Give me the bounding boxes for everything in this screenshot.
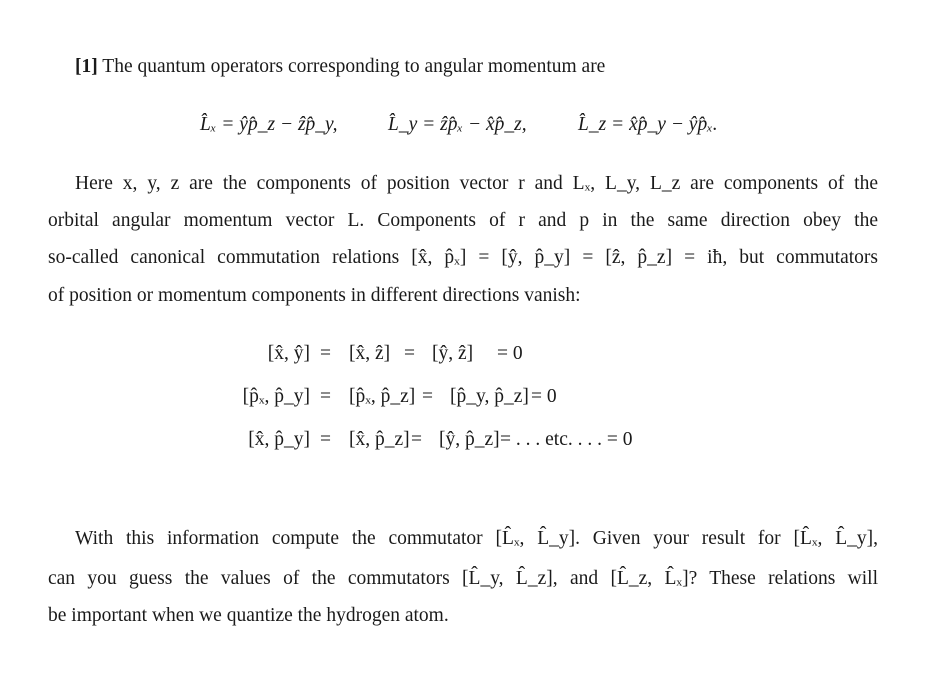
row3-eq2: = (411, 429, 422, 450)
row1-eq2: = (404, 343, 415, 364)
row1-col3: [ŷ, ẑ] (432, 343, 474, 364)
equation-lz: L̂_z = x̂p̂_y − ŷp̂ₓ. (578, 114, 718, 135)
problem-intro: The quantum operators corresponding to angular momentum are (102, 56, 606, 77)
row3-col1: [x̂, p̂_y] (248, 429, 310, 450)
paragraph1-line1: Here x, y, z are the components of position vector r and Lₓ, L_y, L_z are components of the (75, 173, 878, 194)
paragraph1-line3: so-called canonical commutation relations [x̂, p̂ₓ] = [ŷ, p̂_y] = [ẑ, p̂_z] = iħ, but commutators (48, 247, 878, 268)
row2-col2: [p̂ₓ, p̂_z] (349, 386, 416, 407)
row1-col2: [x̂, ẑ] (349, 343, 391, 364)
row2-result: = 0 (531, 386, 557, 407)
row3-col3: [ŷ, p̂_z] (439, 429, 500, 450)
problem-number: [1] (75, 56, 98, 77)
paragraph2-line3: be important when we quantize the hydrogen atom. (48, 605, 449, 626)
row3-eq1: = (320, 429, 331, 450)
paragraph2-line1: With this information compute the commutator [L̂ₓ, L̂_y]. Given your result for [L̂ₓ, L̂_y], (75, 528, 878, 549)
paragraph1-line2: orbital angular momentum vector L. Components of r and p in the same direction obey the (48, 210, 878, 231)
problem-intro-line (75, 55, 605, 79)
row2-eq2: = (422, 386, 433, 407)
paragraph1-line4: of position or momentum components in different directions vanish: (48, 285, 581, 306)
row2-eq1: = (320, 386, 331, 407)
row1-result: = 0 (497, 343, 523, 364)
row1-col1: [x̂, ŷ] (267, 343, 310, 364)
row3-result: = . . . etc. . . . = 0 (500, 429, 633, 450)
equation-lx: L̂ₓ = ŷp̂_z − ẑp̂_y, (200, 114, 338, 135)
row2-col1: [p̂ₓ, p̂_y] (242, 386, 310, 407)
row2-col3: [p̂_y, p̂_z] (450, 386, 529, 407)
row3-col2: [x̂, p̂_z] (349, 429, 410, 450)
equation-ly: L̂_y = ẑp̂ₓ − x̂p̂_z, (388, 114, 527, 135)
row1-eq1: = (320, 343, 331, 364)
paragraph2-line2: can you guess the values of the commutators [L̂_y, L̂_z], and [L̂_z, L̂ₓ]? These relations will (48, 568, 878, 589)
